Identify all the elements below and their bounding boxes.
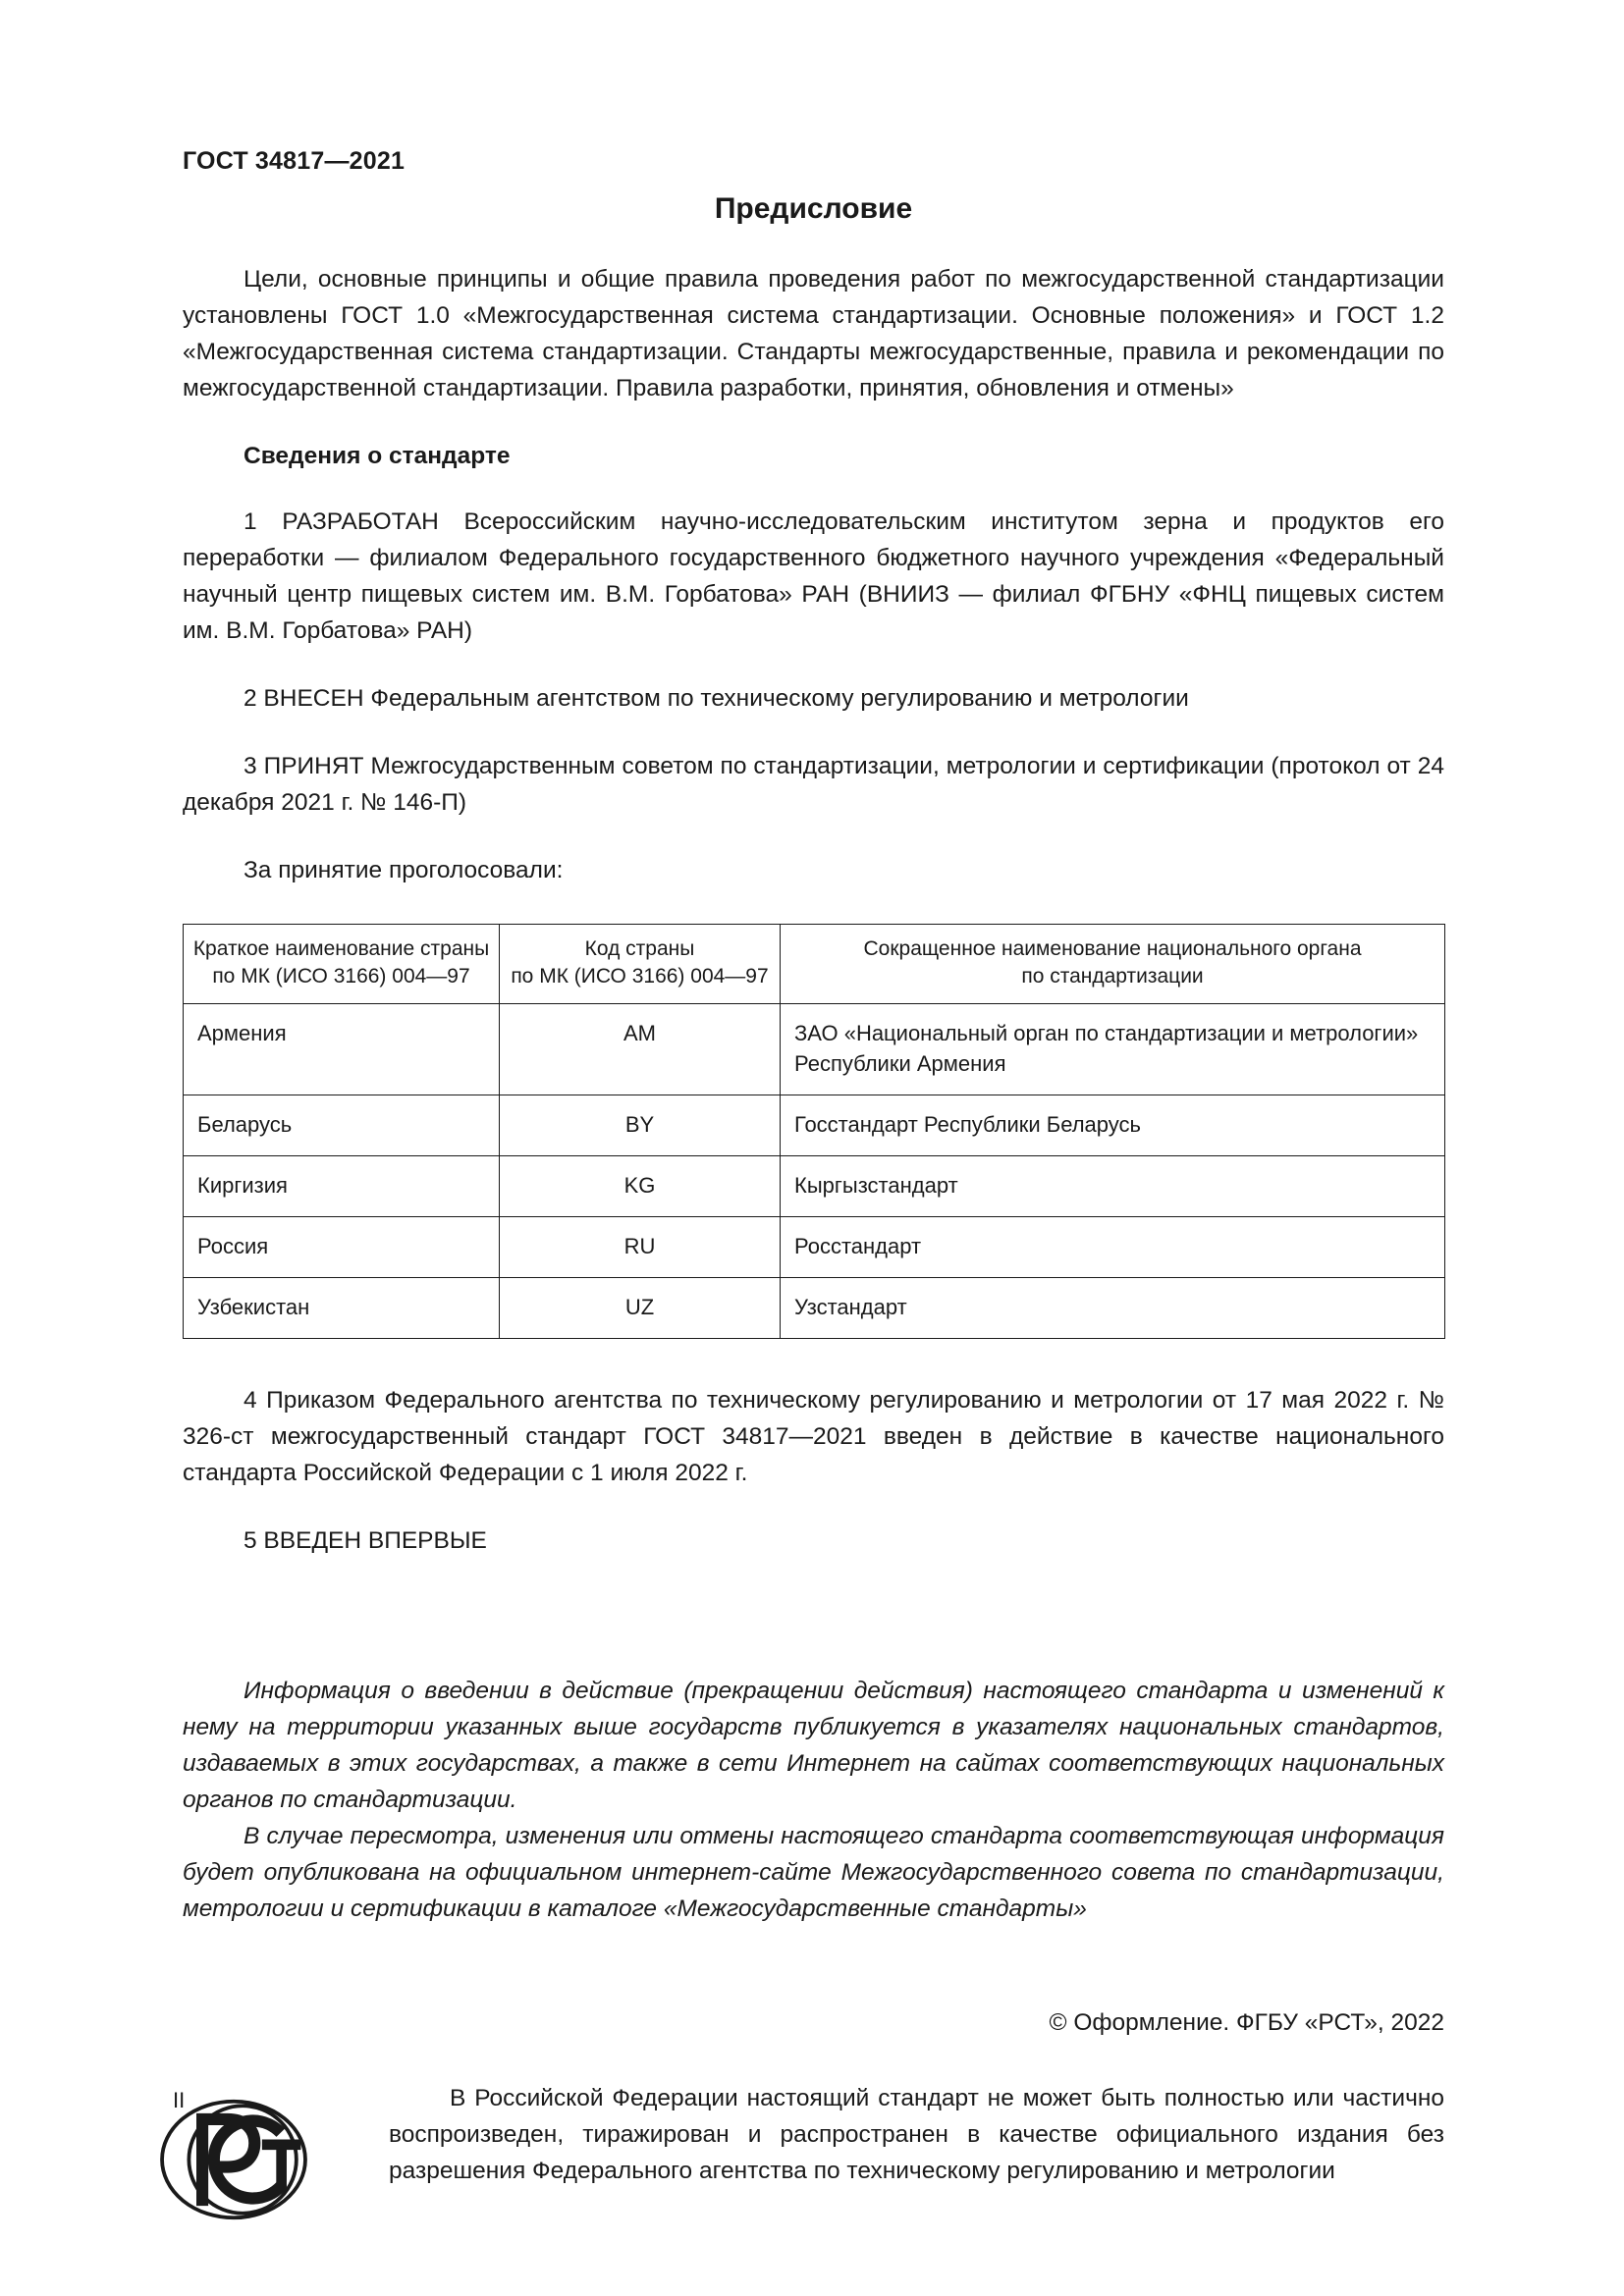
foreword-item-3: 3 ПРИНЯТ Межгосударственным советом по стандартизации, метрологии и сертификации (протокол от 24 декабря 2021 г. № 146-П) (183, 753, 1444, 816)
foreword-item-2: 2 ВНЕСЕН Федеральным агентством по техническому регулированию и метрологии (244, 685, 1189, 712)
column-header-country-line1: Краткое наименование страны (192, 937, 490, 960)
foreword-intro-paragraph: Цели, основные принципы и общие правила проведения работ по межгосударственной стандартизации установлены ГОСТ 1.0 «Межгосударственная система стандартизации. Основные положения» и ГОСТ 1.2 «Межгосударственная система стандартизации. Стандарты межгосударственные, правила и рекомендации по межгосударственной стандартизации. Правила разработки, принятия, обновления и отмены» (183, 266, 1444, 401)
cell-country: Киргизия (184, 1156, 500, 1217)
vote-intro-line: За принятие проголосовали: (244, 857, 564, 883)
foreword-item-5: 5 ВВЕДЕН ВПЕРВЫЕ (244, 1527, 487, 1554)
standard-details-heading: Сведения о стандарте (244, 443, 511, 469)
column-header-body-line2: по стандартизации (1021, 965, 1204, 988)
table-header-row (184, 925, 1445, 1004)
table-row (184, 1217, 1445, 1278)
rights-footer (183, 2080, 1444, 2257)
column-header-country (184, 925, 500, 1004)
cell-country: Узбекистан (184, 1278, 500, 1339)
column-header-code-line1: Код страны (584, 937, 695, 960)
cell-code: UZ (500, 1278, 781, 1339)
table-row (184, 1095, 1445, 1156)
votes-table (183, 924, 1445, 1339)
cell-country: Россия (184, 1217, 500, 1278)
cell-body: ЗАО «Национальный орган по стандартизации и метрологии» Республики Армения (781, 1004, 1445, 1095)
cell-body: Узстандарт (781, 1278, 1445, 1339)
notice-paragraph-2: В случае пересмотра, изменения или отмены настоящего стандарта соответствующая информация будет опубликована на официальном интернет-сайте Межгосударственного совета по стандартизации, метрологии и сертификации в каталоге «Межгосударственные стандарты» (183, 1823, 1444, 1922)
column-header-code (500, 925, 781, 1004)
cell-body: Росстандарт (781, 1217, 1445, 1278)
rights-notice-text (389, 2080, 1444, 2189)
cell-body: Кыргызстандарт (781, 1156, 1445, 1217)
page-content (183, 0, 1444, 2257)
running-header: ГОСТ 34817—2021 (183, 147, 406, 175)
table-row (184, 1004, 1445, 1095)
rights-notice-paragraph: В Российской Федерации настоящий стандарт не может быть полностью или частично воспроизведен, тиражирован и распространен в качестве официального издания без разрешения Федерального агентства по техническому регулированию и метрологии (389, 2085, 1444, 2184)
cell-country: Беларусь (184, 1095, 500, 1156)
votes-table-body (184, 1004, 1445, 1339)
column-header-country-line2: по МК (ИСО 3166) 004—97 (212, 965, 470, 988)
foreword-item-4: 4 Приказом Федерального агентства по техническому регулированию и метрологии от 17 мая 2022 г. № 326-ст межгосударственный стандарт ГОСТ 34817—2021 введен в действие в качестве национального стандарта Российской Федерации с 1 июля 2022 г. (183, 1387, 1444, 1486)
votes-table-header (184, 925, 1445, 1004)
cell-body: Госстандарт Республики Беларусь (781, 1095, 1445, 1156)
cell-code: RU (500, 1217, 781, 1278)
copyright-line: © Оформление. ФГБУ «РСТ», 2022 (1049, 2009, 1444, 2036)
cell-code: BY (500, 1095, 781, 1156)
notice-paragraph-1: Информация о введении в действие (прекращении действия) настоящего стандарта и изменений к нему на территории указанных выше государств публикуется в указателях национальных стандартов, издаваемых в этих государствах, а также в сети Интернет на сайтах соответствующих национальных органов по стандартизации. (183, 1678, 1444, 1813)
column-header-code-line2: по МК (ИСО 3166) 004—97 (511, 965, 769, 988)
foreword-item-1: 1 РАЗРАБОТАН Всероссийским научно-исследовательским институтом зерна и продуктов его переработки — филиалом Федерального государственного бюджетного научного учреждения «Федеральный научный центр пищевых систем им. В.М. Горбатова» РАН (ВНИИЗ — филиал ФГБНУ «ФНЦ пищевых систем им. В.М. Горбатова» РАН) (183, 508, 1444, 644)
column-header-body-line1: Сокращенное наименование национального органа (863, 937, 1362, 960)
column-header-body (781, 925, 1445, 1004)
cell-code: AM (500, 1004, 781, 1095)
table-row (184, 1156, 1445, 1217)
cell-country: Армения (184, 1004, 500, 1095)
page-number: II (173, 2088, 186, 2112)
page-title: Предисловие (714, 192, 913, 225)
notice-block (183, 1673, 1444, 1927)
cell-code: KG (500, 1156, 781, 1217)
table-row (184, 1278, 1445, 1339)
